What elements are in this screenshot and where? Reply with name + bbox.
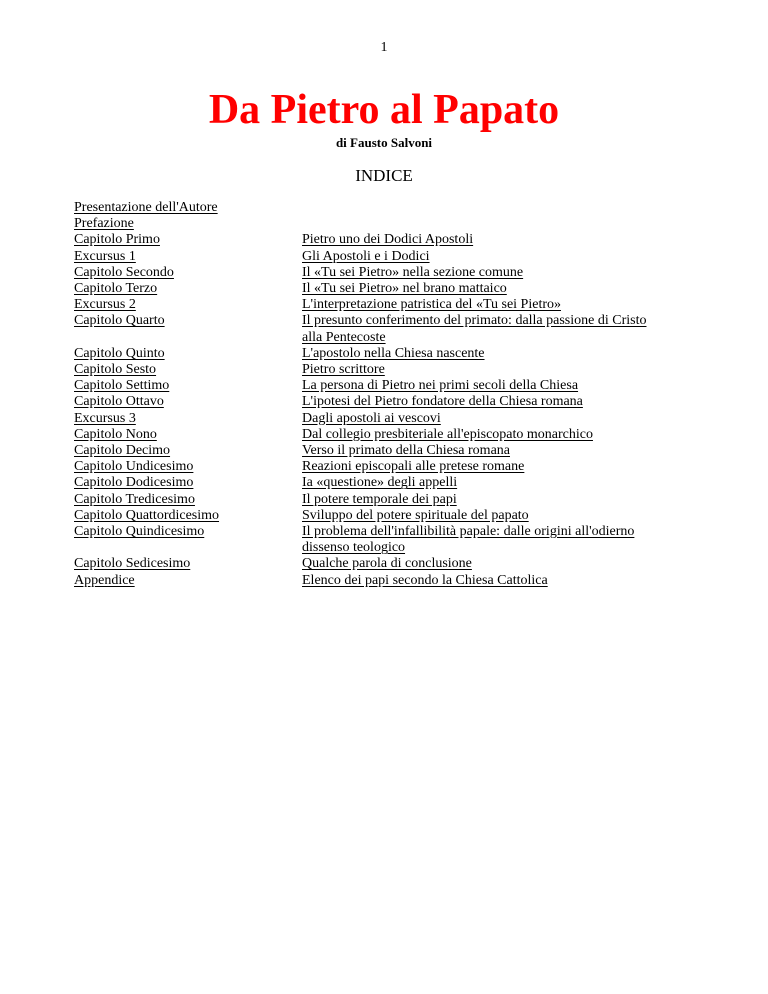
toc-row bbox=[74, 492, 694, 508]
toc-topic-cell bbox=[302, 508, 694, 524]
toc-chapter-link[interactable]: Capitolo Ottavo bbox=[74, 394, 164, 410]
author-name: di Fausto Salvoni bbox=[335, 135, 433, 150]
toc-topic-cell bbox=[302, 459, 694, 475]
toc-topic-link[interactable]: Dagli apostoli ai vescovi bbox=[302, 410, 441, 426]
toc-chapter-cell bbox=[74, 378, 302, 394]
toc-topic-cell bbox=[302, 556, 694, 572]
toc-row bbox=[74, 232, 694, 248]
toc-row bbox=[74, 427, 694, 443]
toc-topic-link[interactable]: Il problema dell'infallibilità papale: dalle origini all'odierno bbox=[302, 524, 635, 540]
toc-row bbox=[74, 540, 694, 556]
toc-chapter-link[interactable]: Capitolo Settimo bbox=[74, 378, 170, 394]
toc-chapter-cell bbox=[74, 362, 302, 378]
toc-row bbox=[74, 556, 694, 572]
toc-chapter-cell bbox=[74, 492, 302, 508]
toc-chapter-cell bbox=[74, 394, 302, 410]
toc-topic-cell bbox=[302, 362, 694, 378]
toc-chapter-cell bbox=[74, 524, 302, 540]
toc-row bbox=[74, 346, 694, 362]
toc-chapter-link[interactable]: Capitolo Tredicesimo bbox=[74, 491, 195, 507]
toc-chapter-link[interactable]: Excursus 2 bbox=[74, 297, 136, 313]
toc-chapter-cell bbox=[74, 346, 302, 362]
toc-topic-cell bbox=[302, 346, 694, 362]
page-number: 1 bbox=[380, 40, 388, 55]
toc-chapter-link[interactable]: Capitolo Quindicesimo bbox=[74, 524, 205, 540]
toc-topic-link[interactable]: Elenco dei papi secondo la Chiesa Cattolica bbox=[302, 572, 548, 588]
toc-row bbox=[74, 459, 694, 475]
toc-chapter-cell bbox=[74, 556, 302, 572]
toc-chapter-cell bbox=[74, 232, 302, 248]
toc-chapter-cell bbox=[74, 281, 302, 297]
toc-topic-cell bbox=[302, 232, 694, 248]
toc-topic-link[interactable]: alla Pentecoste bbox=[302, 329, 386, 345]
toc-row bbox=[74, 281, 694, 297]
toc-chapter-link[interactable]: Presentazione dell'Autore bbox=[74, 200, 218, 215]
toc-chapter-cell bbox=[74, 508, 302, 524]
toc-chapter-link[interactable]: Capitolo Quarto bbox=[74, 313, 165, 329]
page-title: Da Pietro al Papato bbox=[208, 87, 560, 133]
toc-topic-link[interactable]: Il «Tu sei Pietro» nella sezione comune bbox=[302, 264, 524, 280]
toc-topic-link[interactable]: Sviluppo del potere spirituale del papato bbox=[302, 507, 529, 523]
toc-chapter-cell bbox=[74, 216, 302, 232]
index-heading: INDICE bbox=[355, 166, 413, 185]
toc-row bbox=[74, 265, 694, 281]
toc-topic-cell bbox=[302, 330, 694, 346]
toc-topic-cell bbox=[302, 313, 694, 329]
toc-topic-link[interactable]: L'apostolo nella Chiesa nascente bbox=[302, 345, 485, 361]
toc-chapter-cell bbox=[74, 443, 302, 459]
toc-topic-cell bbox=[302, 443, 694, 459]
toc-row bbox=[74, 443, 694, 459]
toc-chapter-link[interactable]: Capitolo Undicesimo bbox=[74, 459, 194, 475]
toc-topic-cell bbox=[302, 411, 694, 427]
toc-chapter-cell bbox=[74, 411, 302, 427]
toc-row bbox=[74, 297, 694, 313]
toc-chapter-link[interactable]: Capitolo Secondo bbox=[74, 264, 174, 280]
toc-topic-cell bbox=[302, 492, 694, 508]
toc-topic-link[interactable]: Ia «questione» degli appelli bbox=[302, 475, 458, 491]
toc-row bbox=[74, 249, 694, 265]
toc-chapter-link[interactable]: Excursus 3 bbox=[74, 410, 136, 426]
toc-chapter-link[interactable]: Capitolo Dodicesimo bbox=[74, 475, 194, 491]
toc-topic-link[interactable]: La persona di Pietro nei primi secoli della Chiesa bbox=[302, 378, 579, 394]
toc-chapter-cell bbox=[74, 249, 302, 265]
toc-chapter-link[interactable]: Capitolo Terzo bbox=[74, 281, 158, 297]
toc-row bbox=[74, 394, 694, 410]
toc-row bbox=[74, 330, 694, 346]
toc-topic-cell bbox=[302, 378, 694, 394]
toc-topic-link[interactable]: dissenso teologico bbox=[302, 540, 406, 556]
toc-topic-link[interactable]: Dal collegio presbiteriale all'episcopato monarchico bbox=[302, 426, 593, 442]
toc-topic-link[interactable]: Il presunto conferimento del primato: dalla passione di Cristo bbox=[302, 313, 647, 329]
toc-chapter-cell bbox=[74, 459, 302, 475]
toc-topic-link[interactable]: Reazioni episcopali alle pretese romane bbox=[302, 459, 525, 475]
toc-chapter-cell bbox=[74, 313, 302, 329]
toc-topic-cell bbox=[302, 427, 694, 443]
toc-chapter-cell bbox=[74, 265, 302, 281]
toc-chapter-link[interactable]: Capitolo Decimo bbox=[74, 443, 171, 459]
toc-row bbox=[74, 200, 694, 216]
toc-topic-link[interactable]: Pietro uno dei Dodici Apostoli bbox=[302, 232, 474, 248]
toc-topic-cell bbox=[302, 249, 694, 265]
toc-chapter-cell bbox=[74, 573, 302, 589]
toc-row bbox=[74, 362, 694, 378]
toc-topic-link[interactable]: Verso il primato della Chiesa romana bbox=[302, 443, 510, 459]
table-of-contents bbox=[74, 200, 694, 589]
toc-chapter-cell bbox=[74, 427, 302, 443]
toc-chapter-link[interactable]: Capitolo Quattordicesimo bbox=[74, 507, 220, 523]
toc-topic-cell bbox=[302, 265, 694, 281]
toc-topic-cell bbox=[302, 524, 694, 540]
toc-row bbox=[74, 573, 694, 589]
toc-topic-link[interactable]: Pietro scrittore bbox=[302, 362, 385, 378]
toc-row bbox=[74, 378, 694, 394]
toc-topic-cell bbox=[302, 394, 694, 410]
toc-chapter-link[interactable]: Prefazione bbox=[74, 216, 134, 232]
toc-chapter-link[interactable]: Capitolo Nono bbox=[74, 426, 157, 442]
toc-topic-cell bbox=[302, 297, 694, 313]
toc-topic-link[interactable]: Qualche parola di conclusione bbox=[302, 556, 472, 572]
toc-chapter-cell bbox=[74, 297, 302, 313]
toc-topic-link[interactable]: Gli Apostoli e i Dodici bbox=[302, 248, 430, 264]
toc-chapter-link[interactable]: Capitolo Sesto bbox=[74, 362, 157, 378]
author-line bbox=[0, 135, 768, 151]
toc-row bbox=[74, 313, 694, 329]
toc-topic-link[interactable]: L'ipotesi del Pietro fondatore della Chiesa romana bbox=[302, 394, 583, 410]
toc-row bbox=[74, 475, 694, 491]
toc-chapter-link[interactable]: Appendice bbox=[74, 572, 135, 588]
toc-chapter-cell bbox=[74, 475, 302, 491]
toc-row bbox=[74, 524, 694, 540]
toc-topic-cell bbox=[302, 573, 694, 589]
toc-topic-cell bbox=[302, 475, 694, 491]
toc-topic-cell bbox=[302, 281, 694, 297]
toc-topic-link[interactable]: L'interpretazione patristica del «Tu sei Pietro» bbox=[302, 297, 561, 313]
toc-chapter-link[interactable]: Capitolo Primo bbox=[74, 232, 160, 248]
toc-row bbox=[74, 508, 694, 524]
toc-chapter-link[interactable]: Excursus 1 bbox=[74, 248, 136, 264]
toc-chapter-link[interactable]: Capitolo Sedicesimo bbox=[74, 556, 191, 572]
toc-topic-link[interactable]: Il potere temporale dei papi bbox=[302, 491, 457, 507]
toc-chapter-cell bbox=[74, 200, 302, 216]
toc-topic-cell bbox=[302, 540, 694, 556]
toc-row bbox=[74, 411, 694, 427]
toc-chapter-link[interactable]: Capitolo Quinto bbox=[74, 345, 165, 361]
toc-topic-link[interactable]: Il «Tu sei Pietro» nel brano mattaico bbox=[302, 281, 507, 297]
toc-row bbox=[74, 216, 694, 232]
